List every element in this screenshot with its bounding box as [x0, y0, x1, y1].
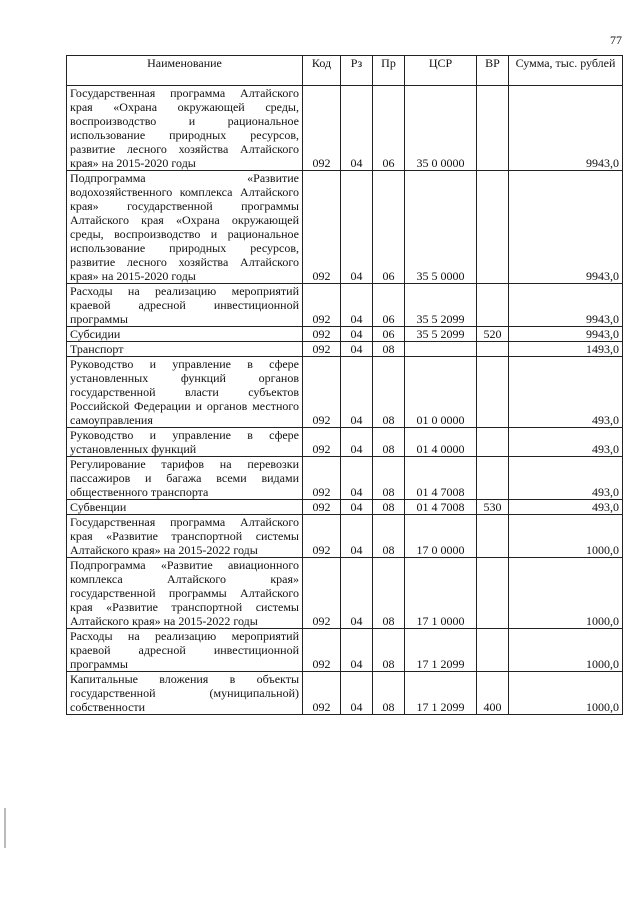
- row-kod: 092: [303, 515, 341, 558]
- row-rz: 04: [341, 629, 373, 672]
- row-vr: [477, 457, 509, 500]
- row-sum: 493,0: [509, 457, 623, 500]
- row-csr: 01 4 7008: [405, 500, 477, 515]
- row-rz: 04: [341, 357, 373, 428]
- row-pr: 08: [373, 558, 405, 629]
- row-pr: 06: [373, 284, 405, 327]
- row-kod: 092: [303, 327, 341, 342]
- row-csr: 17 0 0000: [405, 515, 477, 558]
- row-rz: 04: [341, 558, 373, 629]
- row-vr: 520: [477, 327, 509, 342]
- row-vr: [477, 284, 509, 327]
- row-csr: 17 1 2099: [405, 672, 477, 715]
- row-rz: 04: [341, 672, 373, 715]
- row-csr: 01 4 0000: [405, 428, 477, 457]
- page-number: 77: [610, 33, 622, 47]
- row-name: Капитальные вложения в объекты государственной (муниципальной) собственности: [67, 672, 303, 715]
- table-row: [67, 428, 623, 457]
- header-sum: Сумма, тыс. рублей: [509, 56, 623, 86]
- row-kod: 092: [303, 342, 341, 357]
- row-name: Субвенции: [67, 500, 303, 515]
- table-row: [67, 672, 623, 715]
- row-sum: 1000,0: [509, 515, 623, 558]
- row-pr: 06: [373, 327, 405, 342]
- row-name: Расходы на реализацию мероприятий краевой адресной инвестиционной программы: [67, 284, 303, 327]
- table-row: [67, 327, 623, 342]
- row-sum: 9943,0: [509, 327, 623, 342]
- table-row: [67, 171, 623, 284]
- row-kod: 092: [303, 171, 341, 284]
- row-name: Государственная программа Алтайского края «Развитие транспортной системы Алтайского края» на 2015-2022 годы: [67, 515, 303, 558]
- row-vr: [477, 515, 509, 558]
- row-sum: 1493,0: [509, 342, 623, 357]
- row-rz: 04: [341, 515, 373, 558]
- row-pr: 06: [373, 171, 405, 284]
- row-sum: 493,0: [509, 500, 623, 515]
- table-row: [67, 515, 623, 558]
- table-row: [67, 500, 623, 515]
- row-name: Подпрограмма «Развитие авиационного комплекса Алтайского края» государственной программы Алтайского края «Развитие транспортной системы Алтайского края» на 2015-2022 годы: [67, 558, 303, 629]
- row-vr: [477, 357, 509, 428]
- row-sum: 1000,0: [509, 558, 623, 629]
- row-kod: 092: [303, 672, 341, 715]
- row-sum: 9943,0: [509, 284, 623, 327]
- header-pr: Пр: [373, 56, 405, 86]
- table-header: [67, 56, 623, 86]
- row-rz: 04: [341, 327, 373, 342]
- row-name: Транспорт: [67, 342, 303, 357]
- row-rz: 04: [341, 500, 373, 515]
- header-kod: Код: [303, 56, 341, 86]
- row-kod: 092: [303, 86, 341, 171]
- row-vr: [477, 428, 509, 457]
- row-pr: 08: [373, 428, 405, 457]
- row-pr: 08: [373, 672, 405, 715]
- table-row: [67, 342, 623, 357]
- row-csr: 17 1 0000: [405, 558, 477, 629]
- row-kod: 092: [303, 629, 341, 672]
- row-name: Государственная программа Алтайского края «Охрана окружающей среды, воспроизводство и рациональное использование природных ресурсов, развитие лесного хозяйства Алтайского края» на 2015-2020 годы: [67, 86, 303, 171]
- header-name: Наименование: [67, 56, 303, 86]
- header-csr: ЦСР: [405, 56, 477, 86]
- row-rz: 04: [341, 284, 373, 327]
- margin-scan-mark: [4, 808, 6, 848]
- row-kod: 092: [303, 457, 341, 500]
- row-pr: 08: [373, 457, 405, 500]
- row-pr: 08: [373, 357, 405, 428]
- row-sum: 1000,0: [509, 629, 623, 672]
- header-vr: ВР: [477, 56, 509, 86]
- row-sum: 493,0: [509, 428, 623, 457]
- row-pr: 06: [373, 86, 405, 171]
- row-kod: 092: [303, 428, 341, 457]
- row-kod: 092: [303, 357, 341, 428]
- table-row: [67, 284, 623, 327]
- row-vr: [477, 342, 509, 357]
- row-name: Подпрограмма «Развитие водохозяйственного комплекса Алтайского края» государственной программы Алтайского края «Охрана окружающей среды, воспроизводство и рациональное использование природных ресурсов, развитие лесного хозяйства Алтайского края» на 2015-2020 годы: [67, 171, 303, 284]
- table-row: [67, 457, 623, 500]
- row-vr: 400: [477, 672, 509, 715]
- row-name: Субсидии: [67, 327, 303, 342]
- header-rz: Рз: [341, 56, 373, 86]
- row-csr: 35 5 2099: [405, 327, 477, 342]
- row-rz: 04: [341, 86, 373, 171]
- row-pr: 08: [373, 515, 405, 558]
- header-row: [67, 56, 623, 86]
- row-name: Руководство и управление в сфере установленных функций органов государственной власти субъектов Российской Федерации и органов местного самоуправления: [67, 357, 303, 428]
- row-kod: 092: [303, 500, 341, 515]
- row-sum: 9943,0: [509, 86, 623, 171]
- row-csr: 01 4 7008: [405, 457, 477, 500]
- row-pr: 08: [373, 342, 405, 357]
- row-sum: 1000,0: [509, 672, 623, 715]
- row-name: Расходы на реализацию мероприятий краевой адресной инвестиционной программы: [67, 629, 303, 672]
- row-rz: 04: [341, 342, 373, 357]
- row-kod: 092: [303, 558, 341, 629]
- row-vr: 530: [477, 500, 509, 515]
- budget-table: [66, 55, 623, 715]
- row-pr: 08: [373, 500, 405, 515]
- row-vr: [477, 629, 509, 672]
- table-row: [67, 86, 623, 171]
- row-csr: 35 5 2099: [405, 284, 477, 327]
- row-rz: 04: [341, 171, 373, 284]
- table-body: [67, 86, 623, 715]
- row-sum: 493,0: [509, 357, 623, 428]
- row-name: Руководство и управление в сфере установленных функций: [67, 428, 303, 457]
- row-csr: 35 0 0000: [405, 86, 477, 171]
- row-csr: [405, 342, 477, 357]
- row-csr: 35 5 0000: [405, 171, 477, 284]
- row-vr: [477, 558, 509, 629]
- table-row: [67, 558, 623, 629]
- row-csr: 17 1 2099: [405, 629, 477, 672]
- row-rz: 04: [341, 428, 373, 457]
- table-row: [67, 357, 623, 428]
- row-vr: [477, 86, 509, 171]
- row-csr: 01 0 0000: [405, 357, 477, 428]
- row-rz: 04: [341, 457, 373, 500]
- row-sum: 9943,0: [509, 171, 623, 284]
- row-vr: [477, 171, 509, 284]
- row-kod: 092: [303, 284, 341, 327]
- row-name: Регулирование тарифов на перевозки пассажиров и багажа всеми видами общественного транспорта: [67, 457, 303, 500]
- table-row: [67, 629, 623, 672]
- row-pr: 08: [373, 629, 405, 672]
